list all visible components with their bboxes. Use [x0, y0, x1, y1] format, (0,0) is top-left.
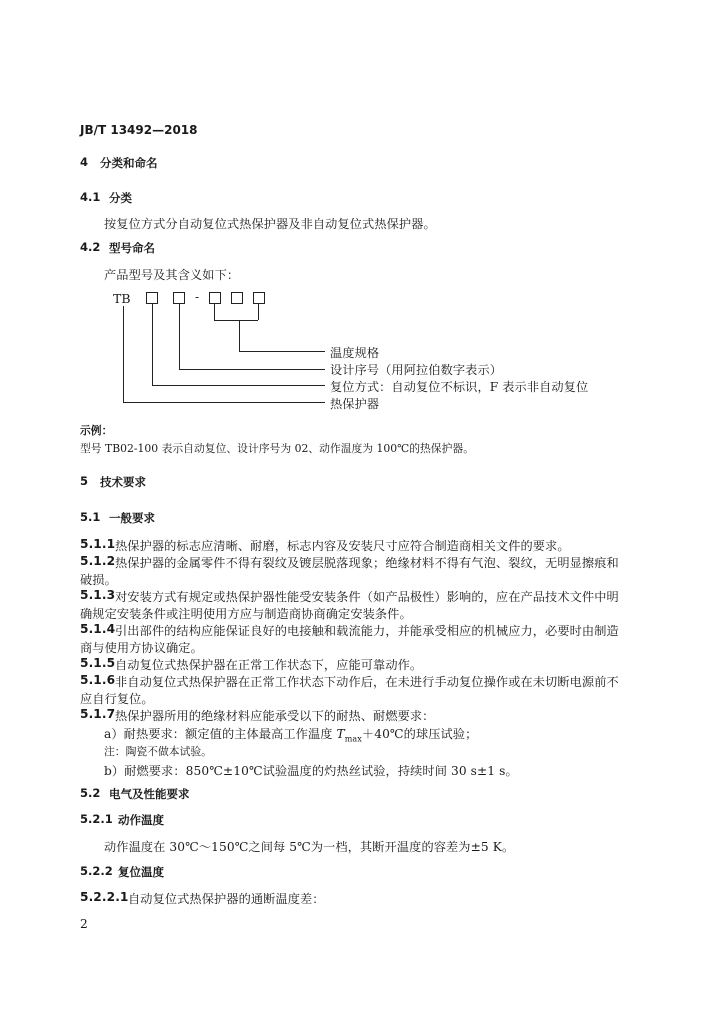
reset-leader-h: [152, 385, 325, 386]
section-5-2-1-number: 5.2.1: [80, 812, 113, 826]
section-5-2-number: 5.2: [80, 786, 101, 800]
section-5-2-1-text: 动作温度在 30℃～150℃之间每 5℃为一档，其断开温度的容差为±5 K。: [104, 840, 515, 854]
item-5-1-6-line1: 非自动复位式热保护器在正常工作状态下动作后，在未进行手动复位操作或在未切断电源前不: [115, 675, 619, 689]
item-5-1-7-text: 热保护器所用的绝缘材料应能承受以下的耐热、耐燃要求：: [115, 709, 435, 723]
item-5-1-7-note: 注：陶瓷不做本试验。: [104, 745, 212, 758]
item-5-1-2-number: 5.1.2: [80, 554, 116, 568]
section-4-1-number: 4.1: [80, 190, 101, 204]
item-5-1-5-text: 自动复位式热保护器在正常工作状态下，应能可靠动作。: [115, 658, 423, 672]
label-thermal-protector: 热保护器: [330, 397, 380, 411]
design-leader-h: [179, 369, 325, 370]
item-5-1-3-line2: 确规定安装条件或注明使用方应与制造商协商确定安装条件。: [80, 607, 412, 621]
item-5-1-7-b: b）耐燃要求：850℃±10℃试验温度的灼热丝试验，持续时间 30 s±1 s。: [104, 764, 518, 778]
item-5-1-6-line2: 应自行复位。: [80, 692, 154, 706]
item-5-1-7-a-post: ＋40℃的球压试验；: [361, 727, 478, 741]
section-5-2-1-title: 动作温度: [118, 813, 164, 827]
section-5-1-number: 5.1: [80, 510, 101, 524]
section-5-2-2-title: 复位温度: [118, 865, 164, 879]
design-number-box: [173, 292, 185, 304]
model-prefix: TB: [113, 291, 131, 306]
item-5-1-2-line1: 热保护器的金属零件不得有裂纹及镀层脱落现象；绝缘材料不得有气泡、裂纹，无明显擦痕和: [115, 556, 619, 570]
item-5-1-6-number: 5.1.6: [80, 673, 116, 687]
reset-mode-box: [146, 292, 158, 304]
section-4-2-intro: 产品型号及其含义如下：: [104, 268, 240, 282]
section-4-2-number: 4.2: [80, 240, 101, 254]
temp-bracket-left: [214, 304, 215, 320]
design-leader-v: [179, 304, 180, 369]
item-5-1-4-number: 5.1.4: [80, 622, 116, 636]
example-title: 示例：: [80, 424, 113, 437]
protector-leader-h: [123, 402, 325, 403]
item-5-1-4-line1: 引出部件的结构应能保证良好的电接触和载流能力，并能承受相应的机械应力，必要时由制造: [115, 624, 619, 638]
item-5-2-2-1-text: 自动复位式热保护器的通断温度差：: [128, 892, 325, 906]
item-5-2-2-1-number: 5.2.2.1: [80, 890, 129, 904]
protector-leader-v: [123, 306, 124, 402]
label-reset-mode: 复位方式：自动复位不标识，F 表示非自动复位: [330, 380, 589, 394]
section-4-1-title: 分类: [109, 191, 132, 205]
page-number: 2: [80, 917, 88, 931]
temp-leader-v: [239, 320, 240, 351]
item-5-1-1-number: 5.1.1: [80, 537, 116, 551]
model-dash: -: [195, 290, 200, 304]
temp-box-1: [209, 292, 221, 304]
temp-bracket-right: [258, 304, 259, 320]
section-5-title: 技术要求: [100, 475, 146, 489]
temp-bracket-bottom: [214, 320, 258, 321]
label-design-number: 设计序号（用阿拉伯数字表示）: [330, 363, 503, 377]
temp-box-2: [231, 292, 243, 304]
section-4-title: 分类和命名: [100, 156, 158, 170]
temp-leader-h: [239, 351, 325, 352]
item-5-1-3-line1: 对安装方式有规定或热保护器性能受安装条件（如产品极性）影响的，应在产品技术文件中明: [115, 590, 619, 604]
temp-box-3: [253, 292, 265, 304]
example-text: 型号 TB02-100 表示自动复位、设计序号为 02、动作温度为 100℃的热保护器。: [80, 442, 474, 455]
section-5-1-title: 一般要求: [109, 511, 155, 525]
item-5-1-2-line2: 破损。: [80, 573, 117, 587]
section-5-2-2-number: 5.2.2: [80, 864, 113, 878]
label-temperature-spec: 温度规格: [330, 346, 380, 360]
item-5-1-7-a-pre: a）耐热要求：额定值的主体最高工作温度: [104, 727, 337, 741]
temp-symbol: T: [336, 727, 345, 741]
item-5-1-7-a: [104, 725, 477, 743]
temp-symbol-subscript: max: [344, 734, 362, 744]
item-5-1-7-number: 5.1.7: [80, 707, 116, 721]
item-5-1-1-text: 热保护器的标志应清晰、耐磨，标志内容及安装尺寸应符合制造商相关文件的要求。: [115, 539, 570, 553]
section-4-2-title: 型号命名: [109, 241, 155, 255]
document-id: JB/T 13492—2018: [80, 123, 198, 137]
section-4-1-text: 按复位方式分自动复位式热保护器及非自动复位式热保护器。: [104, 217, 436, 231]
item-5-1-3-number: 5.1.3: [80, 588, 116, 602]
item-5-1-4-line2: 商与使用方协议确定。: [80, 641, 203, 655]
reset-leader-v: [152, 304, 153, 385]
item-5-1-5-number: 5.1.5: [80, 656, 116, 670]
section-5-2-title: 电气及性能要求: [109, 787, 190, 801]
section-5-number: 5: [80, 474, 89, 488]
section-4-number: 4: [80, 155, 89, 169]
